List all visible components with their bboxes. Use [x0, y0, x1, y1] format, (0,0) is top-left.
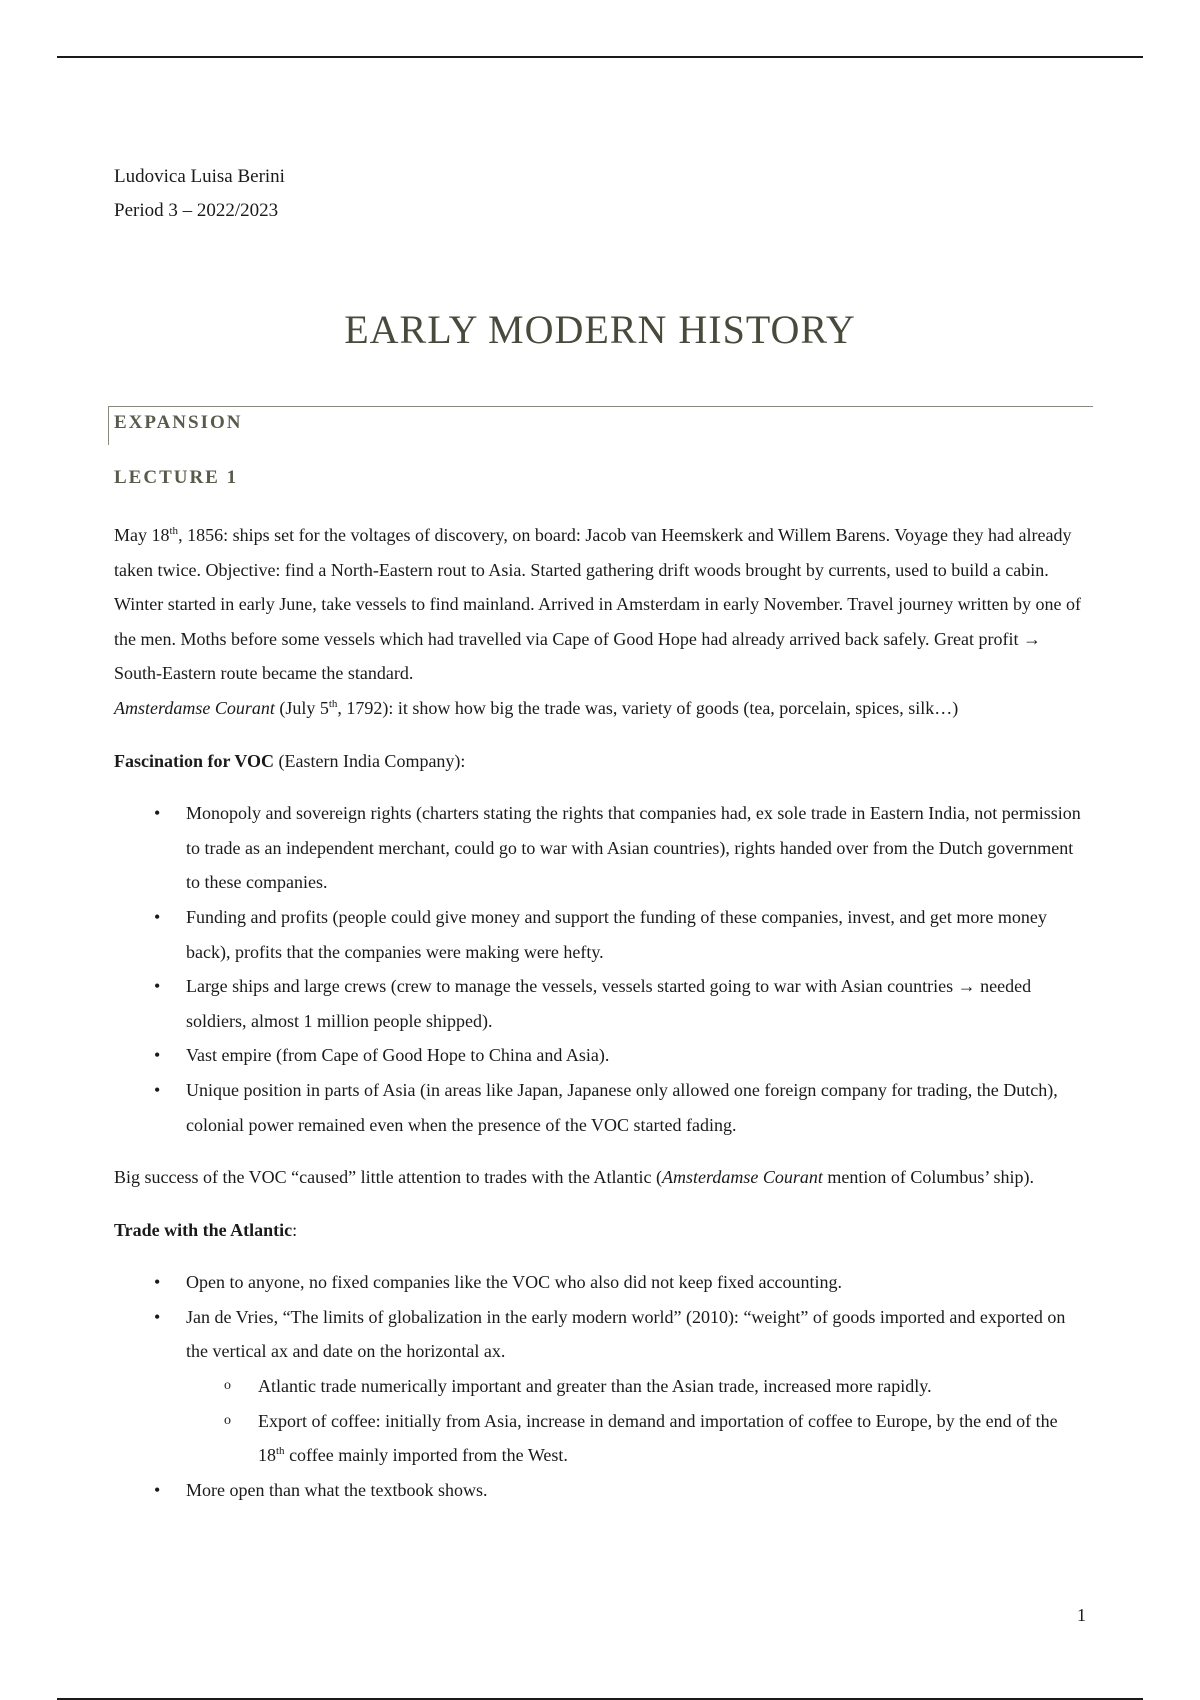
success-paragraph: Big success of the VOC “caused” little attention to trades with the Atlantic (Amsterdamse Courant mention of Columbus’ ship). [114, 1167, 1035, 1188]
list-item: • Vast empire (from Cape of Good Hope to China and Asia). [154, 1045, 610, 1066]
sub-list [186, 1369, 1086, 1473]
list-item: • Funding and profits (people could give money and support the funding of these companies, invest, and get more money back), profits that the companies were making were hefty. [154, 906, 1047, 962]
author-name: Ludovica Luisa Berini [114, 166, 285, 187]
voc-bullet-list [114, 796, 1086, 1142]
sub-list-item: o Export of coffee: initially from Asia, increase in demand and importation of coffee to Europe, by the end of the 18th coffee mainly imported from the West. [224, 1410, 1058, 1466]
courant-paragraph: Amsterdamse Courant (July 5th, 1792): it show how big the trade was, variety of goods (tea, porcelain, spices, silk…) [114, 697, 959, 718]
list-item: • Monopoly and sovereign rights (charters stating the rights that companies had, ex sole trade in Eastern India, not permission to trade as an independent merchant, could go to war with Asian countries), rights handed over from the Dutch government to these companies. [154, 803, 1081, 893]
section-border [108, 406, 1093, 445]
section-heading: EXPANSION [114, 412, 243, 433]
page-number: 1 [1077, 1605, 1086, 1625]
list-item: • Jan de Vries, “The limits of globalization in the early modern world” (2010): “weight” of goods imported and exported on the vertical ax and date on the horizontal ax. o Atlantic trade numerically important and greater than the Asian trade, increased more rapidly. o Export of coffee: initially from Asia, increase in demand and importation of coffee to Europe, by the end of the 18th coffee mainly imported from the West. [114, 1300, 1086, 1473]
period-label: Period 3 – 2022/2023 [114, 200, 279, 221]
document-page [114, 160, 1086, 1500]
list-item: • Large ships and large crews (crew to manage the vessels, vessels started going to war with Asian countries → needed soldiers, almost 1 million people shipped). [154, 976, 1032, 1031]
list-item: • More open than what the textbook shows. [154, 1479, 488, 1500]
document-title: EARLY MODERN HISTORY [344, 307, 856, 352]
voc-heading: Fascination for VOC (Eastern India Company): [114, 750, 466, 771]
list-item: • Open to anyone, no fixed companies like the VOC who also did not keep fixed accounting. [154, 1272, 843, 1293]
document-body [114, 518, 1086, 1525]
intro-paragraph: May 18th, 1856: ships set for the voltages of discovery, on board: Jacob van Heemskerk and Willem Barens. Voyage they had already taken twice. Objective: find a North-Eastern rout to Asia. Started gathering drift woods brought by currents, used to build a cabin. Winter started in early June, take vessels to find mainland. Arrived in Amsterdam in early November. Travel journey written by one of the men. Moths before some vessels which had travelled via Cape of Good Hope had already arrived back safely. Great profit → South-Eastern route became the standard. [114, 525, 1082, 684]
lecture-heading: LECTURE 1 [114, 467, 239, 488]
atlantic-bullet-list [114, 1265, 1086, 1507]
top-rule [57, 56, 1143, 58]
atlantic-heading: Trade with the Atlantic: [114, 1219, 298, 1240]
sub-list-item: o Atlantic trade numerically important and greater than the Asian trade, increased more rapidly. [224, 1376, 932, 1397]
list-item: • Unique position in parts of Asia (in areas like Japan, Japanese only allowed one foreign company for trading, the Dutch), colonial power remained even when the presence of the VOC started fading. [154, 1079, 1058, 1135]
